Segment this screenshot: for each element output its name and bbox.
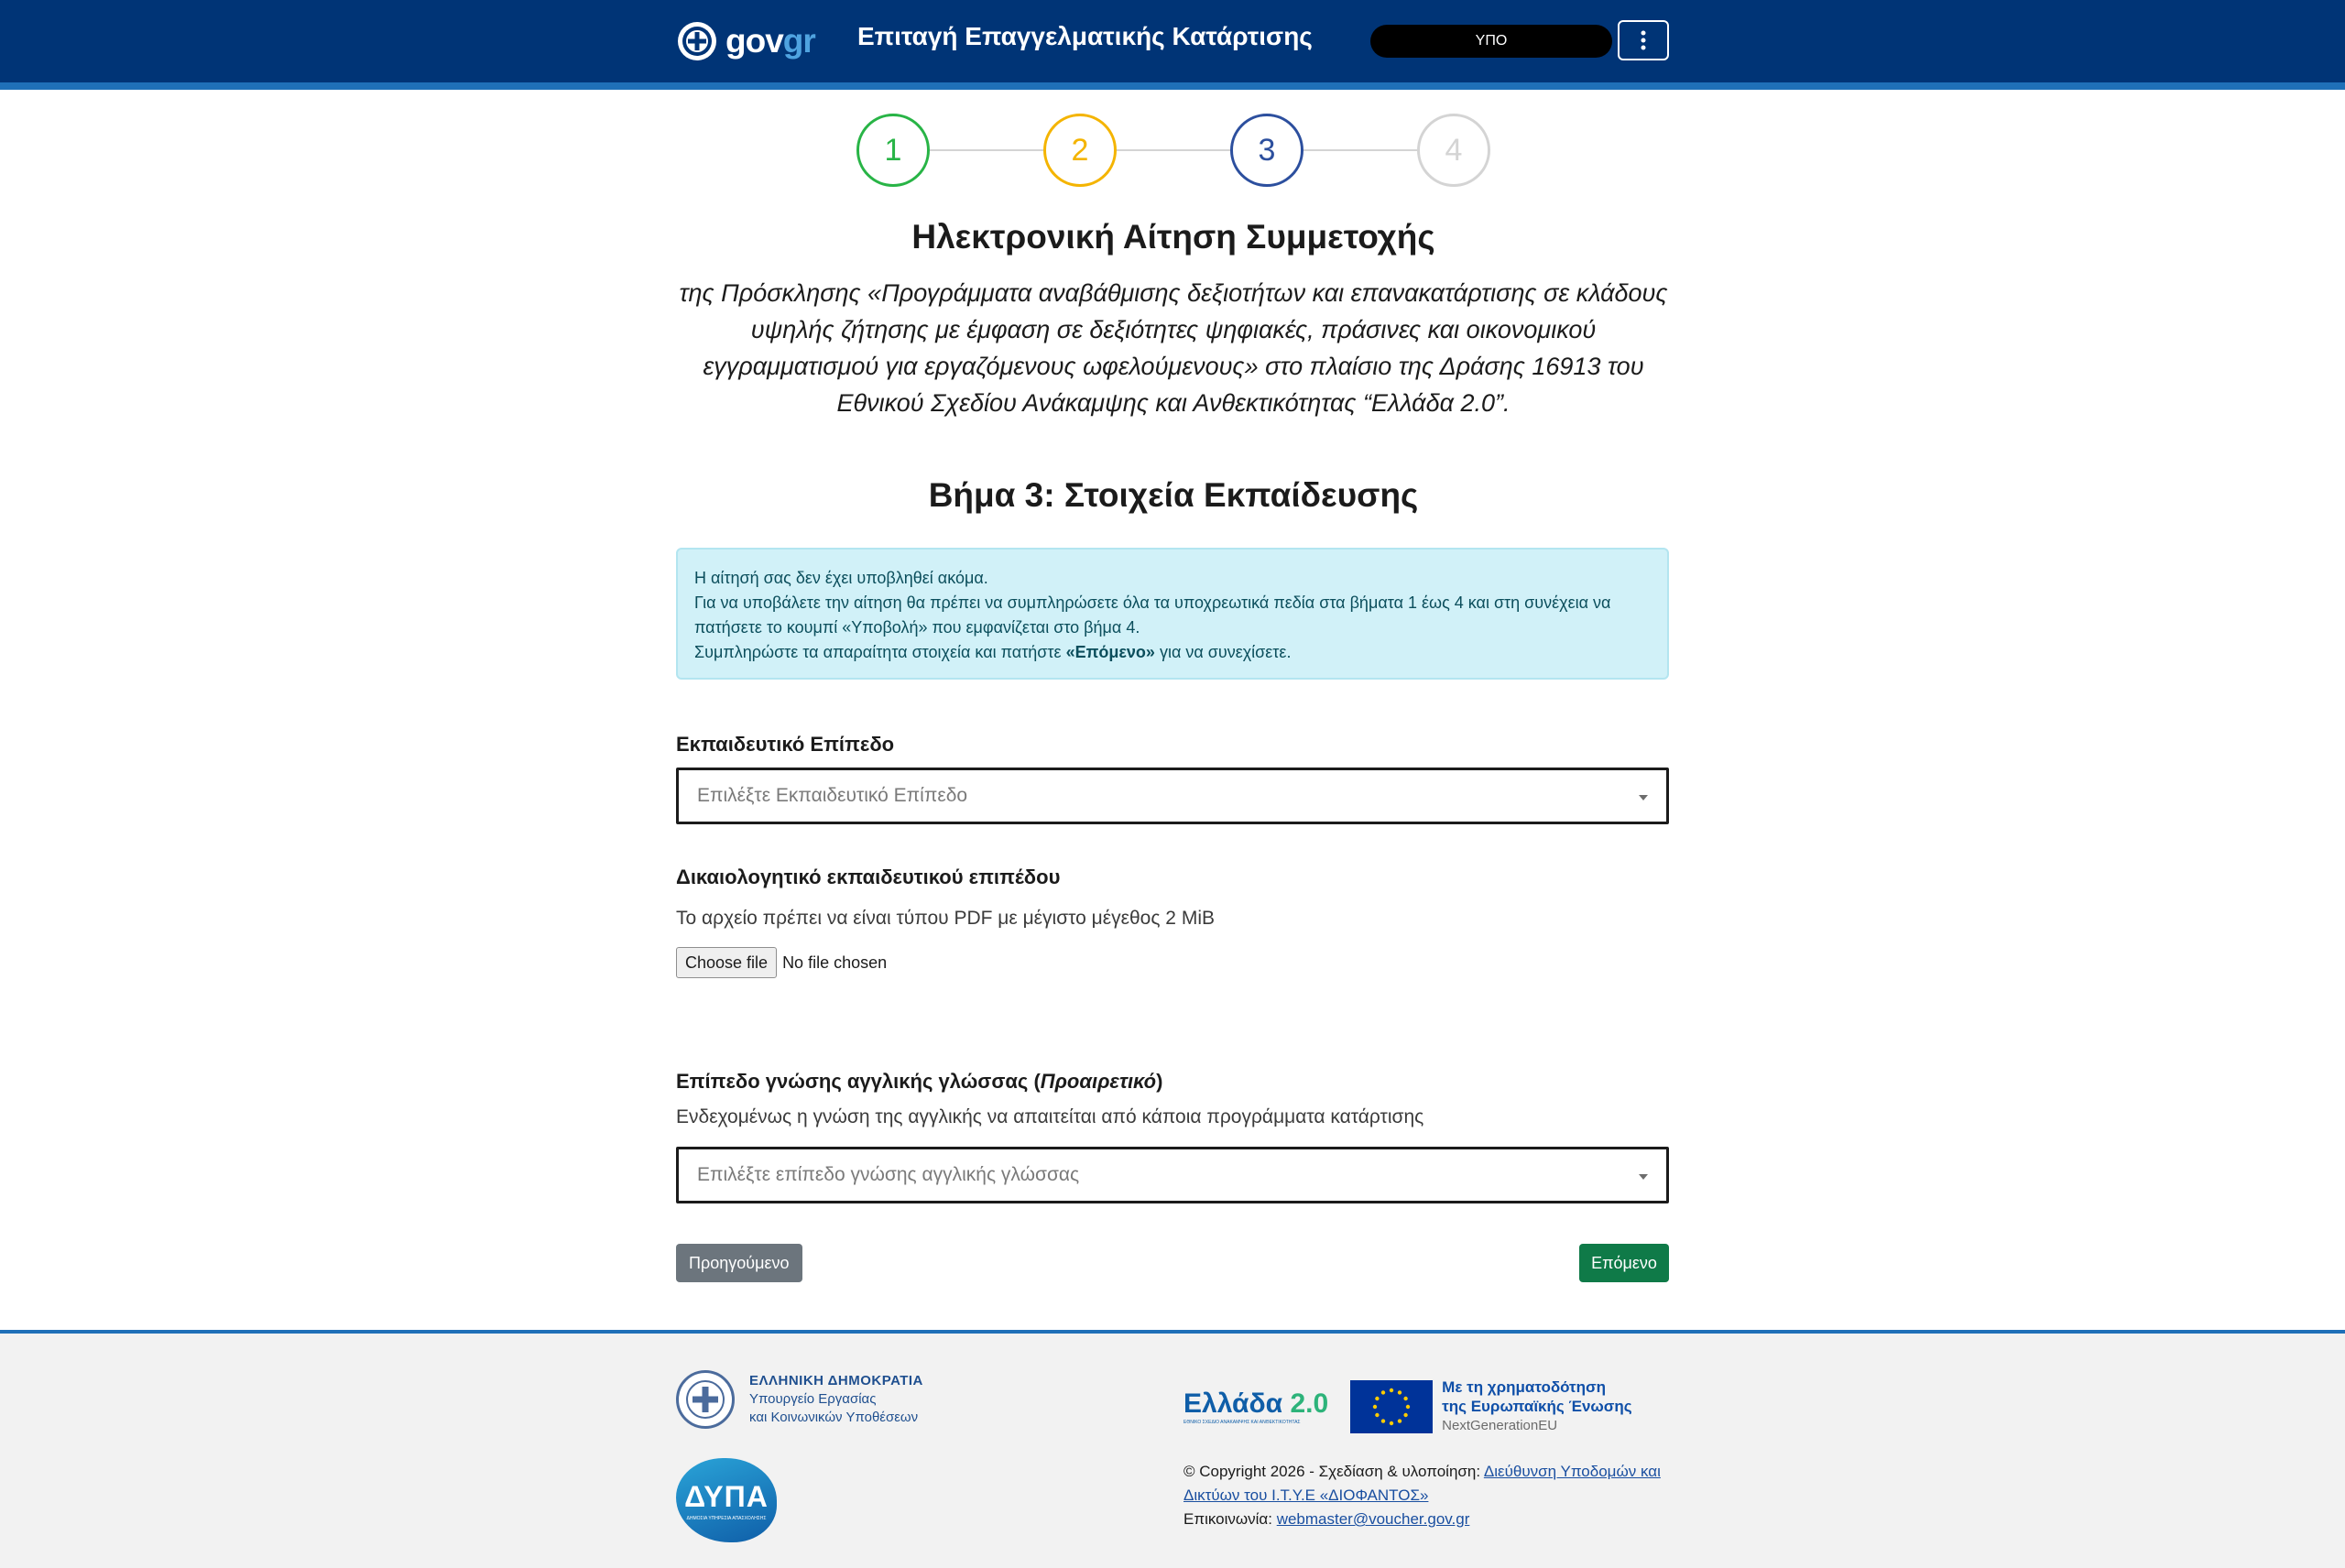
education-level-placeholder: Επιλέξτε Εκπαιδευτικό Επίπεδο [697,785,968,806]
copyright-text: © Copyright 2026 - Σχεδίαση & υλοποίηση: [1183,1463,1484,1480]
step-connector [930,149,1043,151]
funding-logos [1183,1377,1632,1435]
vertical-dots-icon [1640,29,1647,51]
logo-gov: gov [725,22,783,60]
alert-line-3-post: για να συνεχίσετε. [1154,643,1292,661]
page-title: Ηλεκτρονική Αίτηση Συμμετοχής [911,218,1435,256]
education-level-select[interactable] [676,768,1669,824]
copyright [1183,1460,1669,1531]
alert-line-3 [694,640,1651,665]
alert-line-3-bold: «Επόμενο» [1065,643,1155,661]
previous-button[interactable]: Προηγούμενο [676,1244,802,1282]
step-connector [1117,149,1230,151]
footer [0,1330,2345,1568]
contact-label: Επικοινωνία: [1183,1510,1277,1528]
step-4: 4 [1417,114,1490,187]
dypa-name: ΔΥΠΑ [684,1479,769,1513]
file-input [676,947,887,978]
app-title: Επιταγή Επαγγελματικής Κατάρτισης [857,22,1313,50]
contact-email-link[interactable]: webmaster@voucher.gov.gr [1276,1510,1470,1528]
menu-button[interactable] [1618,20,1669,60]
info-alert [676,548,1669,680]
next-button[interactable]: Επόμενο [1579,1244,1669,1282]
eu-line-2: της Ευρωπαϊκής Ένωσης [1442,1398,1632,1415]
page-subtitle: της Πρόσκλησης «Προγράμματα αναβάθμισης δεξιοτήτων και επανακατάρτισης σε κλάδους υψηλής ζήτησης με έμφαση σε δεξιότητες ψηφιακές, πράσινες και οικονομικού εγγραμματισμού για εργαζόμενους ωφελούμενους» στο πλαίσιο της Δράσης 16913 του Εθνικού Σχεδίου Ανάκαμψης και Ανθεκτικότητας “Ελλάδα 2.0”. [679,279,1668,417]
caret-down-icon [1639,795,1648,800]
step-3: 3 [1230,114,1303,187]
govgr-logo[interactable] [678,20,815,62]
step-title: Βήμα 3: Στοιχεία Εκπαίδευσης [928,476,1419,514]
optional-tag: Προαιρετικό [1040,1070,1157,1093]
education-document-label: Δικαιολογητικό εκπαιδευτικού επιπέδου [676,866,1061,888]
english-level-placeholder: Επιλέξτε επίπεδο γνώσης αγγλικής γλώσσας [697,1164,1080,1185]
eu-funding-text [1442,1377,1632,1435]
ellada-name: Ελλάδα [1183,1388,1283,1419]
ministry-line-3: και Κοινωνικών Υποθέσεων [749,1410,919,1425]
eu-line-1: Με τη χρηματοδότηση [1442,1378,1607,1396]
eu-line-3: NextGenerationEU [1442,1418,1558,1433]
english-level-label-close: ) [1156,1070,1163,1093]
diofantos-link[interactable]: Διεύθυνση Υποδομών και Δικτύων του Ι.Τ.Υ.Ε «ΔΙΟΦΑΝΤΟΣ» [1183,1463,1661,1504]
greek-emblem-icon [678,22,716,60]
step-2: 2 [1043,114,1117,187]
english-level-hint: Ενδεχομένως η γνώση της αγγλικής να απαιτείται από κάποια προγράμματα κατάρτισης [676,1106,1424,1127]
step-1: 1 [856,114,930,187]
education-level-label: Εκπαιδευτικό Επίπεδο [676,733,895,756]
dypa-logo[interactable] [676,1458,777,1542]
greek-emblem-icon [676,1370,735,1429]
logo-gr: gr [782,22,815,60]
english-level-label [676,1070,1162,1094]
ministry-line-1: ΕΛΛΗΝΙΚΗ ΔΗΜΟΚΡΑΤΙΑ [749,1373,923,1388]
alert-line-1: Η αίτησή σας δεν έχει υποβληθεί ακόμα. [694,569,988,587]
alert-line-2: Για να υποβάλετε την αίτηση θα πρέπει να συμπληρώσετε όλα τα υποχρεωτικά πεδία στα βήματα 1 έως 4 και στη συνέχεια να πατήσετε το κουμπί «Υποβολή» που εμφανίζεται στο βήμα 4. [694,593,1611,637]
dypa-sub: ΔΗΜΟΣΙΑ ΥΠΗΡΕΣΙΑ ΑΠΑΣΧΟΛΗΣΗΣ [686,1515,767,1521]
ministry-logo[interactable] [676,1370,923,1429]
file-status: No file chosen [782,953,888,972]
choose-file-button[interactable]: Choose file [676,947,777,978]
ministry-line-2: Υπουργείο Εργασίας [749,1391,877,1407]
education-document-hint: Το αρχείο πρέπει να είναι τύπου PDF με μέγιστο μέγεθος 2 MiB [676,908,1215,929]
english-level-label-text: Επίπεδο γνώσης αγγλικής γλώσσας ( [676,1070,1041,1093]
top-header [0,0,2345,90]
ellada-sub: ΕΘΝΙΚΟ ΣΧΕΔΙΟ ΑΝΑΚΑΜΨΗΣ ΚΑΙ ΑΝΘΕΚΤΙΚΟΤΗΤΑΣ [1183,1419,1301,1425]
eu-flag-icon [1350,1380,1433,1433]
ministry-text [749,1372,923,1427]
progress-stepper [856,114,1489,187]
ellada-2-0-logo[interactable] [1183,1388,1328,1425]
user-name-redacted: ΥΠΟ [1370,25,1612,58]
caret-down-icon [1639,1174,1648,1180]
ellada-version: 2.0 [1290,1388,1329,1419]
step-connector [1303,149,1417,151]
alert-line-3-pre: Συμπληρώστε τα απαραίτητα στοιχεία και πατήστε [694,643,1066,661]
govgr-wordmark [725,22,815,60]
english-level-select[interactable] [676,1147,1669,1203]
